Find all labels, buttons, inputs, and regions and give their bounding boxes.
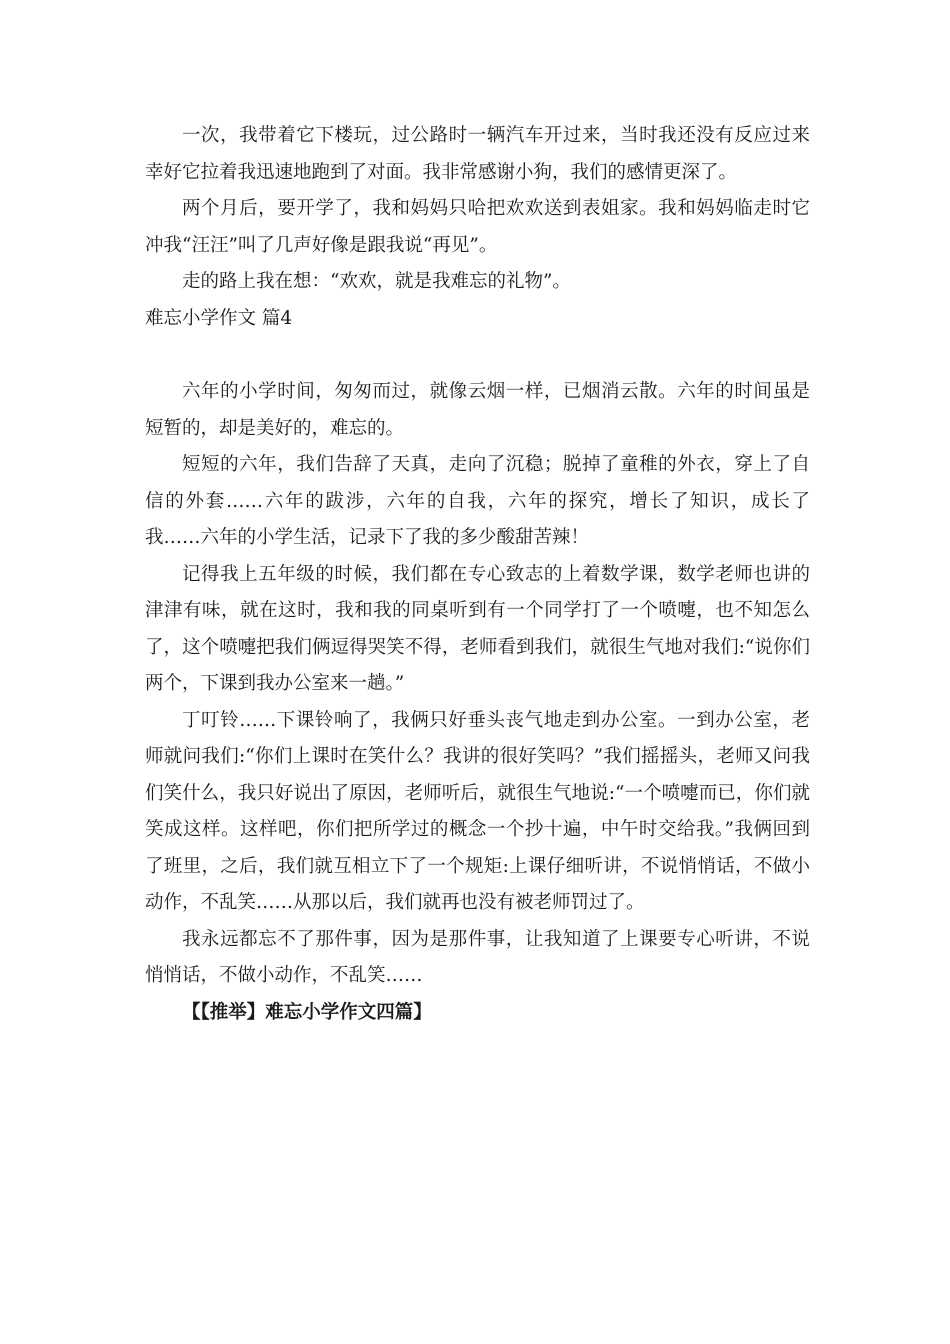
paragraph: 记得我上五年级的时候，我们都在专心致志的上着数学课，数学老师也讲的津津有味，就在这时，我和我的同桌听到有一个同学打了一个喷嚏，也不知怎么了，这个喷嚏把我们俩逗得哭笑不得，老师看到我们，就很生气地对我们:“说你们两个，下课到我办公室来一趟。”	[145, 563, 810, 694]
document-body	[145, 118, 810, 1031]
paragraph: 六年的小学时间，匆匆而过，就像云烟一样，已烟消云散。六年的时间虽是短暂的，却是美好的，难忘的。	[145, 381, 810, 439]
related-article-link[interactable]: 【【推举】难忘小学作文四篇】	[182, 1001, 432, 1023]
paragraph: 走的路上我在想：“欢欢，就是我难忘的礼物”。	[182, 271, 571, 292]
section-title: 难忘小学作文 篇4	[145, 307, 293, 329]
paragraph: 丁叮铃……下课铃响了，我俩只好垂头丧气地走到办公室。一到办公室，老师就问我们:“你们上课时在笑什么？我讲的很好笑吗？”我们摇摇头，老师又问我们笑什么，我只好说出了原因，老师听后，就很生气地说:“一个喷嚏而已，你们就笑成这样。这样吧，你们把所学过的概念一个抄十遍，中午时交给我。”我俩回到了班里，之后，我们就互相立下了一个规矩:上课仔细听讲，不说悄悄话，不做小动作，不乱笑……从那以后，我们就再也没有被老师罚过了。	[145, 709, 810, 913]
paragraph: 我永远都忘不了那件事，因为是那件事，让我知道了上课要专心听讲，不说悄悄话，不做小动作，不乱笑……	[145, 928, 810, 986]
paragraph: 一次，我带着它下楼玩，过公路时一辆汽车开过来，当时我还没有反应过来幸好它拉着我迅速地跑到了对面。我非常感谢小狗，我们的感情更深了。	[145, 125, 810, 183]
section-spacer	[145, 337, 810, 374]
paragraph: 两个月后，要开学了，我和妈妈只哈把欢欢送到表姐家。我和妈妈临走时它冲我“汪汪”叫了几声好像是跟我说“再见”。	[145, 198, 810, 256]
paragraph: 短短的六年，我们告辞了天真，走向了沉稳；脱掉了童稚的外衣，穿上了自信的外套……六年的跋涉，六年的自我，六年的探究，增长了知识，成长了我……六年的小学生活，记录下了我的多少酸甜苦辣！	[145, 454, 810, 548]
